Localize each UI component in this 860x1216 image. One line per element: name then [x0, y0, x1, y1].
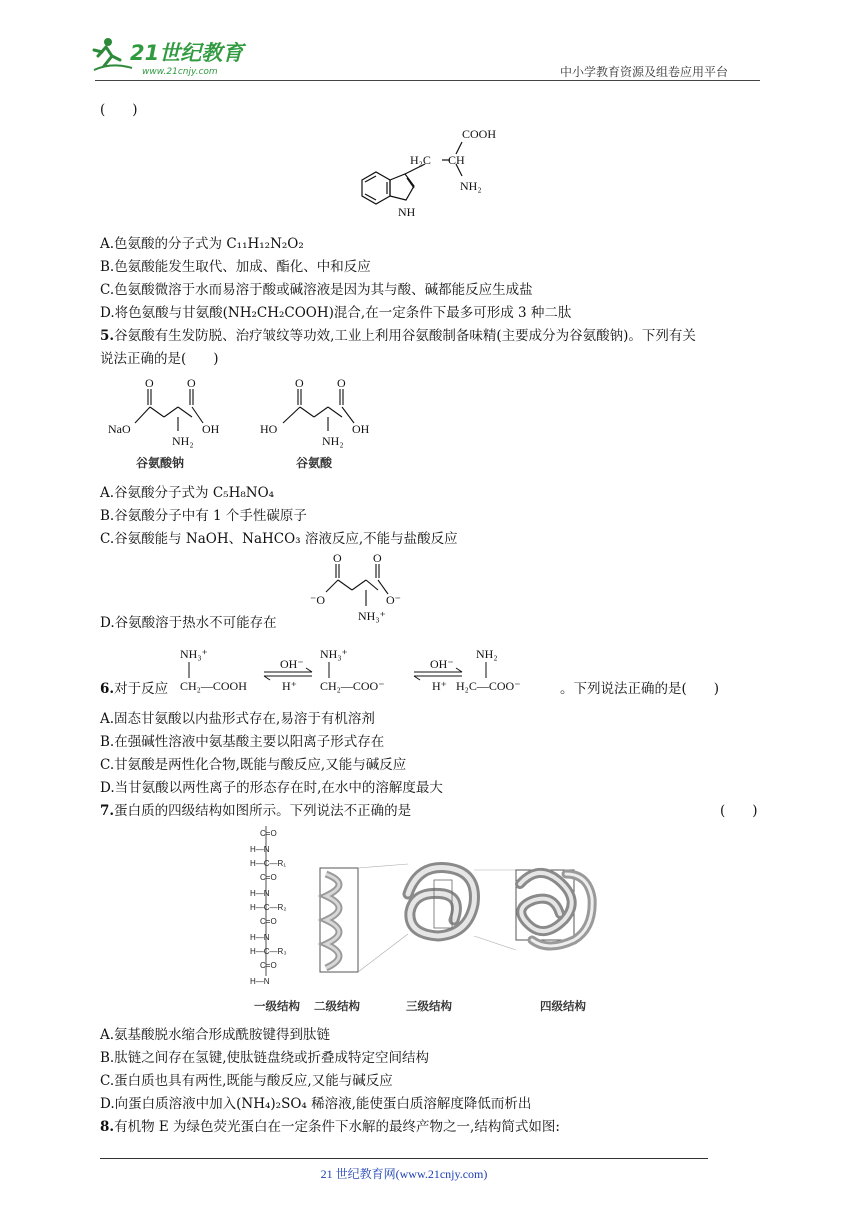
q7-paren: ( ) — [720, 803, 758, 819]
q5-number: 5. — [100, 328, 115, 344]
q5-option-d: D.谷氨酸溶于热水不可能存在 — [100, 615, 277, 631]
struct-o: O — [295, 376, 304, 390]
q4-option-d: D.将色氨酸与甘氨酸(NH₂CH₂COOH)混合,在一定条件下最多可形成 3 种二肽 — [100, 305, 572, 321]
eq-nh3-2: NH₃⁺ — [320, 647, 348, 661]
q6-tail: 。下列说法正确的是( ) — [560, 681, 720, 697]
q7-number: 7. — [100, 803, 115, 819]
q6-option-d: D.当甘氨酸以两性离子的形态存在时,在水中的溶解度最大 — [100, 780, 443, 796]
svg-text:H—C—R₃: H—C—R₃ — [250, 947, 287, 956]
q6-option-b: B.在强碱性溶液中氨基酸主要以阳离子形式存在 — [100, 734, 385, 750]
q7-option-d: D.向蛋白质溶液中加入(NH₄)₂SO₄ 稀溶液,能使蛋白质溶解度降低而析出 — [100, 1096, 532, 1112]
eq-oh-1: OH⁻ — [280, 657, 304, 671]
logo-text: 21世纪教育 — [130, 41, 244, 65]
label-tertiary: 三级结构 — [406, 999, 452, 1013]
q6-option-a: A.固态甘氨酸以内盐形式存在,易溶于有机溶剂 — [100, 711, 375, 727]
q4-option-b: B.色氨酸能发生取代、加成、酯化、中和反应 — [100, 259, 371, 275]
q6-option-c: C.甘氨酸是两性化合物,既能与酸反应,又能与碱反应 — [100, 757, 407, 773]
svg-text:H—N: H—N — [250, 845, 270, 854]
svg-text:H—C—R₂: H—C—R₂ — [250, 903, 287, 912]
q4-option-a: A.色氨酸的分子式为 C₁₁H₁₂N₂O₂ — [100, 236, 304, 252]
q5-stem-line1: 5.谷氨酸有生发防脱、治疗皱纹等功效,工业上利用谷氨酸制备味精(主要成分为谷氨酸钠)。下列有关 — [100, 328, 696, 344]
eq-h-2: H⁺ — [432, 679, 447, 693]
svg-text:H—N: H—N — [250, 933, 270, 942]
svg-text:H—N: H—N — [250, 889, 270, 898]
primary-chain — [250, 826, 287, 986]
q8-stem: 8.有机物 E 为绿色荧光蛋白在一定条件下水解的最终产物之一,结构简式如图: — [100, 1119, 560, 1135]
q8-number: 8. — [100, 1119, 115, 1135]
eq-nh3-1: NH₃⁺ — [180, 647, 208, 661]
svg-text:H—N: H—N — [250, 977, 270, 986]
q7-option-c: C.蛋白质也具有两性,既能与酸反应,又能与碱反应 — [100, 1073, 393, 1089]
struct-nh3: NH₃⁺ — [358, 609, 386, 623]
struct-oh: OH — [352, 422, 370, 436]
svg-text:C=O: C=O — [260, 917, 277, 926]
q6-lead: 6.对于反应 — [100, 681, 169, 697]
zwitterion-structure — [298, 552, 418, 624]
q4-paren: ( ) — [100, 102, 138, 118]
quaternary-complex — [516, 870, 592, 946]
eq-species-2: CH₂—COO⁻ — [320, 679, 385, 693]
eq-nh2: NH₂ — [476, 647, 498, 661]
q4-option-c: C.色氨酸微溶于水而易溶于酸或碱溶液是因为其与酸、碱都能反应生成盐 — [100, 282, 533, 298]
tryptophan-structure — [350, 120, 510, 220]
glycine-equilibrium — [176, 644, 560, 698]
eq-h-1: H⁺ — [282, 679, 297, 693]
struct-nh2: NH₂ — [322, 434, 344, 448]
struct-o: O — [337, 376, 346, 390]
struct-nh2: NH₂ — [460, 179, 482, 193]
header-rule — [95, 80, 760, 81]
struct-o: O — [373, 552, 382, 565]
footer-rule — [100, 1158, 708, 1159]
q7-option-b: B.肽链之间存在氢键,使肽链盘绕或折叠成特定空间结构 — [100, 1050, 430, 1066]
struct-o: O — [187, 376, 196, 390]
name-sodium-glutamate: 谷氨酸钠 — [136, 456, 185, 470]
q7-stem: 7.蛋白质的四级结构如图所示。下列说法不正确的是 — [100, 803, 412, 819]
struct-ch: CH — [448, 153, 465, 167]
runner-icon — [94, 38, 132, 70]
label-secondary: 二级结构 — [314, 999, 360, 1013]
struct-nh: NH — [398, 205, 416, 219]
tertiary-fold — [408, 868, 516, 950]
eq-species-1: CH₂—COOH — [180, 679, 247, 693]
q5-option-b: B.谷氨酸分子中有 1 个手性碳原子 — [100, 508, 307, 524]
struct-o-minus: ⁻O — [310, 593, 325, 607]
label-quaternary: 四级结构 — [540, 999, 586, 1013]
footer-link[interactable]: 21 世纪教育网(www.21cnjy.com) — [320, 1167, 488, 1181]
eq-oh-2: OH⁻ — [430, 657, 454, 671]
logo — [92, 34, 262, 80]
name-glutamic-acid: 谷氨酸 — [296, 456, 333, 470]
svg-text:C=O: C=O — [260, 961, 277, 970]
q7-option-a: A.氨基酸脱水缩合形成酰胺键得到肽链 — [100, 1027, 331, 1043]
svg-text:C=O: C=O — [260, 873, 277, 882]
struct-o: O — [145, 376, 154, 390]
struct-h2c: H₂C — [410, 153, 431, 167]
struct-oh: OH — [202, 422, 220, 436]
q5-stem-line2: 说法正确的是( ) — [100, 351, 219, 367]
glutamate-structures — [100, 375, 400, 475]
q6-number: 6. — [100, 681, 115, 697]
q5-option-c: C.谷氨酸能与 NaOH、NaHCO₃ 溶液反应,不能与盐酸反应 — [100, 531, 458, 547]
protein-structure-figure — [248, 824, 628, 1020]
eq-species-3: H₂C—COO⁻ — [456, 679, 521, 693]
struct-cooh: COOH — [462, 127, 497, 141]
struct-o-minus: O⁻ — [386, 593, 401, 607]
q5-option-a: A.谷氨酸分子式为 C₅H₈NO₄ — [100, 485, 275, 501]
struct-nao: NaO — [108, 422, 131, 436]
logo-url: www.21cnjy.com — [142, 67, 218, 77]
svg-text:C=O: C=O — [260, 829, 277, 838]
platform-name: 中小学教育资源及组卷应用平台 — [560, 65, 729, 79]
struct-nh2: NH₂ — [172, 434, 194, 448]
label-primary: 一级结构 — [254, 999, 300, 1013]
secondary-helix — [320, 864, 408, 972]
svg-text:H—C—R₁: H—C—R₁ — [250, 859, 287, 868]
struct-o: O — [333, 552, 342, 565]
struct-ho: HO — [260, 422, 278, 436]
